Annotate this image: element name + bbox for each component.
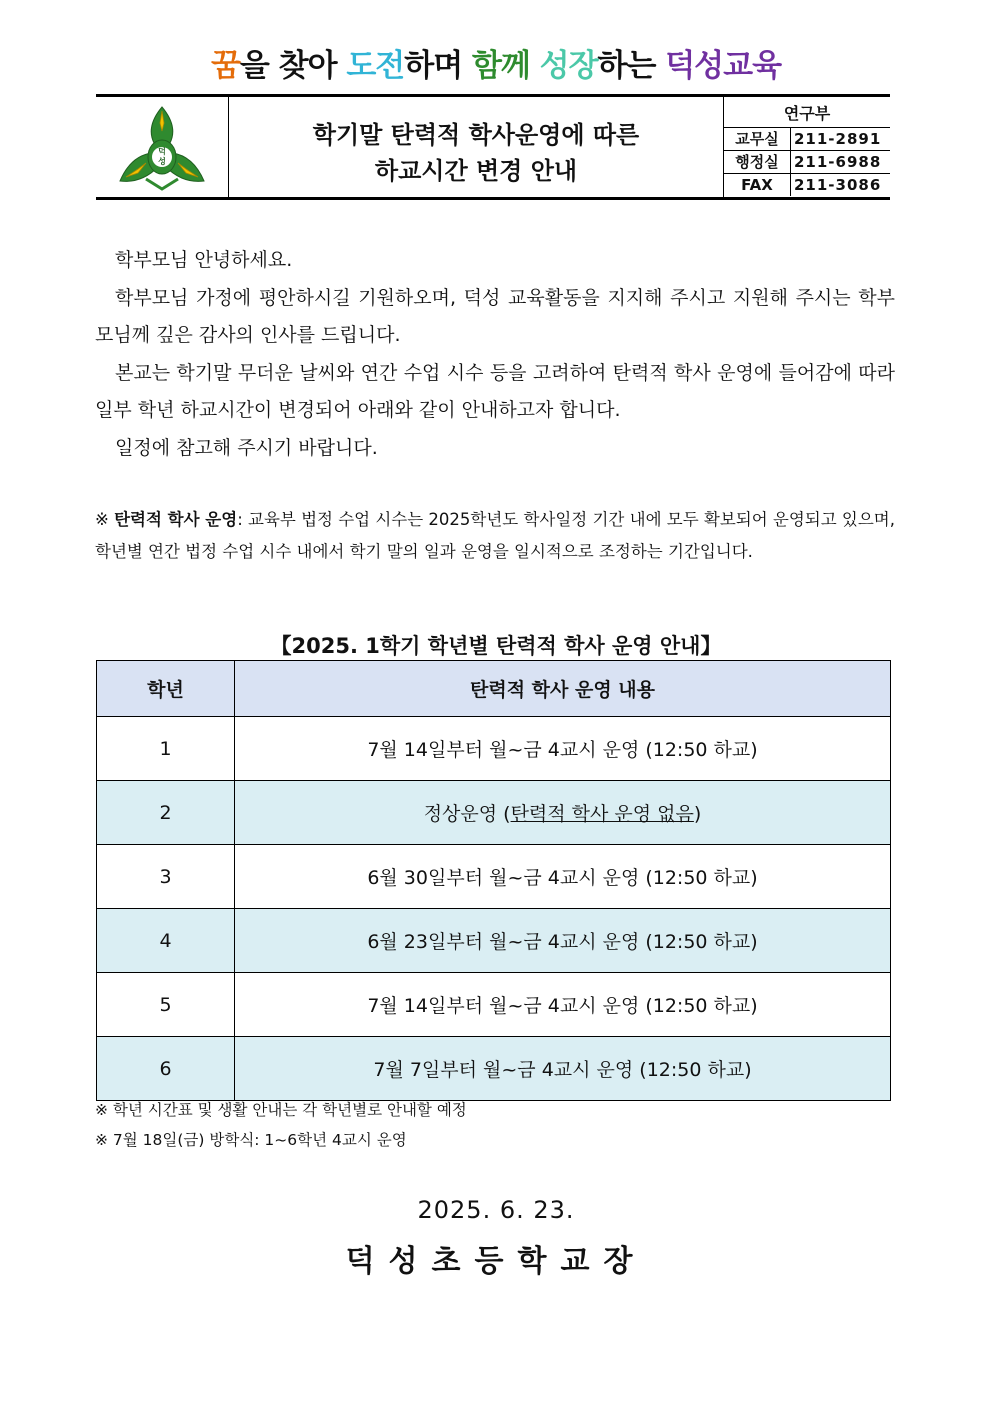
slogan-part: 을 찾아 — [239, 48, 347, 84]
content-cell — [235, 781, 891, 845]
schedule-table — [96, 660, 891, 1101]
slogan-part: 함께 — [471, 48, 530, 84]
footnote: ※ 7월 18일(금) 방학식: 1~6학년 4교시 운영 — [95, 1131, 407, 1149]
contact-number: 211-2891 — [794, 130, 882, 148]
slogan-part — [530, 48, 540, 84]
grade-cell: 2 — [97, 781, 235, 845]
school-emblem-icon — [96, 97, 228, 197]
content-cell: 7월 14일부터 월~금 4교시 운영 (12:50 하교) — [235, 973, 891, 1037]
contact-number: 211-6988 — [794, 153, 882, 171]
contact-row — [724, 173, 890, 196]
grade-cell: 1 — [97, 717, 235, 781]
definition-note — [95, 504, 895, 568]
table-row — [97, 845, 891, 909]
grade-cell: 4 — [97, 909, 235, 973]
slogan-part: 꿈 — [210, 48, 240, 84]
contact-label: 교무실 — [724, 128, 791, 150]
table-title: 【2025. 1학기 학년별 탄력적 학사 운영 안내】 — [270, 634, 722, 658]
content-prefix: 정상운영 ( — [423, 803, 511, 825]
content-cell: 7월 14일부터 월~금 4교시 운영 (12:50 하교) — [235, 717, 891, 781]
slogan-part: 하는 — [597, 48, 666, 84]
note-prefix: ※ — [95, 510, 115, 529]
logo-cell — [96, 97, 229, 197]
contact-box — [724, 97, 890, 197]
table-row — [97, 717, 891, 781]
note-text: : 교육부 법정 수업 시수는 2025학년도 학사일정 기간 내에 모두 확보되어 운영되고 있으며, 학년별 연간 법정 수업 시수 내에서 학기 말의 일과 운영을 일시적으로 조정하는 기간입니다. — [95, 510, 895, 561]
letter-body — [95, 242, 895, 467]
content-underlined: 탄력적 학사 운영 없음 — [510, 803, 694, 825]
contact-row — [724, 150, 890, 173]
body-paragraph: 일정에 참고해 주시기 바랍니다. — [115, 436, 378, 459]
title-line-2: 하교시간 변경 안내 — [374, 157, 578, 185]
department-label: 연구부 — [783, 104, 831, 123]
principal-signature: 덕성초등학교장 — [345, 1244, 647, 1279]
content-suffix: ) — [693, 803, 702, 825]
table-row — [97, 909, 891, 973]
footnote: ※ 학년 시간표 및 생활 안내는 각 학년별로 안내할 예정 — [95, 1101, 467, 1119]
body-paragraph: 학부모님 가정에 평안하시길 기원하오며, 덕성 교육활동을 지지해 주시고 지원해 주시는 학부모님께 깊은 감사의 인사를 드립니다. — [95, 286, 895, 346]
note-term: 탄력적 학사 운영 — [114, 510, 238, 529]
slogan-part: 덕성교육 — [665, 48, 782, 84]
svg-text:덕: 덕 — [158, 147, 166, 156]
letterhead — [96, 94, 890, 200]
slogan-part: 하며 — [404, 48, 472, 84]
grade-cell: 6 — [97, 1037, 235, 1101]
content-cell: 6월 23일부터 월~금 4교시 운영 (12:50 하교) — [235, 909, 891, 973]
notice-title — [229, 97, 724, 197]
contact-number: 211-3086 — [794, 176, 882, 194]
table-row — [97, 781, 891, 845]
title-line-1: 학기말 탄력적 학사운영에 따른 — [312, 121, 640, 149]
grade-cell: 5 — [97, 973, 235, 1037]
contact-row — [724, 127, 890, 150]
issue-date: 2025. 6. 23. — [417, 1196, 575, 1224]
body-paragraph: 본교는 학기말 무더운 날씨와 연간 수업 시수 등을 고려하여 탄력적 학사 운영에 들어감에 따라 일부 학년 하교시간이 변경되어 아래와 같이 안내하고자 합니다. — [95, 361, 895, 421]
contact-label: 행정실 — [724, 151, 791, 173]
slogan-part: 도전 — [346, 48, 405, 84]
greeting: 학부모님 안녕하세요. — [115, 249, 293, 271]
grade-cell: 3 — [97, 845, 235, 909]
contact-label: FAX — [724, 174, 791, 196]
content-cell: 7월 7일부터 월~금 4교시 운영 (12:50 하교) — [235, 1037, 891, 1101]
svg-text:성: 성 — [158, 157, 166, 166]
column-header-grade: 학년 — [97, 661, 235, 717]
table-row — [97, 973, 891, 1037]
slogan — [0, 40, 992, 85]
table-row — [97, 1037, 891, 1101]
slogan-part: 성장 — [539, 48, 598, 84]
table-header-row — [97, 661, 891, 717]
content-cell: 6월 30일부터 월~금 4교시 운영 (12:50 하교) — [235, 845, 891, 909]
column-header-content: 탄력적 학사 운영 내용 — [235, 661, 891, 717]
